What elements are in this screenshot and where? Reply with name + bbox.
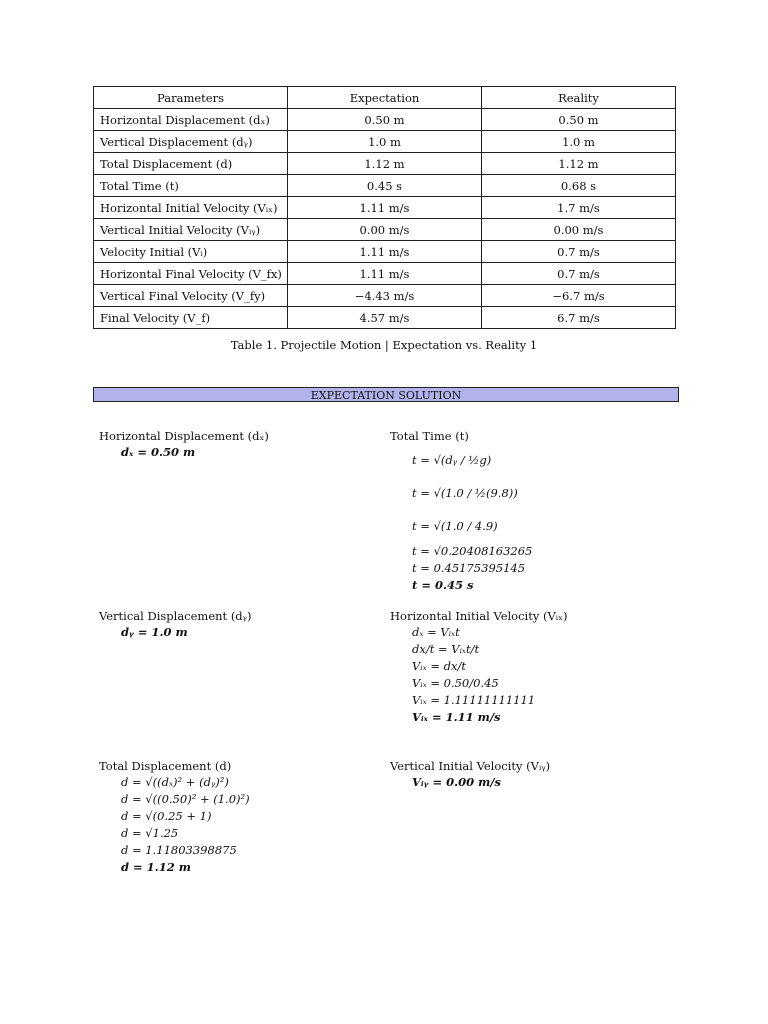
table-row <box>94 197 676 219</box>
equation-line: t = √0.20408163265 <box>412 544 533 558</box>
equation-line: dx/t = Vᵢₓt/t <box>412 642 480 656</box>
projectile-table <box>93 86 676 329</box>
table-cell: 1.11 m/s <box>288 263 482 285</box>
block-heading: Vertical Initial Velocity (Vᵢᵧ) <box>390 759 551 773</box>
table-header-row <box>94 87 676 109</box>
block-heading: Total Time (t) <box>390 429 469 443</box>
equation-line: d = 1.11803398875 <box>121 843 237 857</box>
vertical-initial-velocity-block <box>390 758 550 791</box>
table-cell: Vertical Displacement (dᵧ) <box>94 131 288 153</box>
equation-line: d = √((0.50)² + (1.0)²) <box>121 792 250 806</box>
table-cell: 0.50 m <box>288 109 482 131</box>
table-cell: 0.45 s <box>288 175 482 197</box>
equation-line: t = √(1.0 / 4.9) <box>412 519 498 533</box>
table-cell: 1.11 m/s <box>288 241 482 263</box>
horizontal-initial-velocity-block <box>390 608 567 726</box>
table-cell: 1.12 m <box>482 153 676 175</box>
table-cell: 1.7 m/s <box>482 197 676 219</box>
table-row <box>94 131 676 153</box>
table-header: Reality <box>482 87 676 109</box>
total-displacement-block <box>99 758 250 876</box>
table-cell: Horizontal Displacement (dₓ) <box>94 109 288 131</box>
table-header: Parameters <box>94 87 288 109</box>
table-cell: 1.0 m <box>288 131 482 153</box>
equation-line: dₓ = Vᵢₓt <box>412 625 460 639</box>
equation-line: d = √((dₓ)² + (dᵧ)²) <box>121 775 229 789</box>
table-cell: Vertical Final Velocity (V_fy) <box>94 285 288 307</box>
equation-line: d = √1.25 <box>121 826 179 840</box>
equation-line: Vᵢᵧ = 0.00 m/s <box>412 775 501 789</box>
equation-line: Vᵢₓ = dx/t <box>412 659 466 673</box>
table-cell: Horizontal Initial Velocity (Vᵢₓ) <box>94 197 288 219</box>
table-cell: Total Time (t) <box>94 175 288 197</box>
table-cell: Horizontal Final Velocity (V_fx) <box>94 263 288 285</box>
section-title: EXPECTATION SOLUTION <box>93 387 679 402</box>
block-heading: Horizontal Displacement (dₓ) <box>99 429 269 443</box>
table-cell: −6.7 m/s <box>482 285 676 307</box>
table-row <box>94 109 676 131</box>
equation-line: dᵧ = 1.0 m <box>121 625 188 639</box>
block-heading: Vertical Displacement (dᵧ) <box>99 609 252 623</box>
table-cell: 0.00 m/s <box>288 219 482 241</box>
table-cell: Velocity Initial (Vᵢ) <box>94 241 288 263</box>
table-cell: 0.68 s <box>482 175 676 197</box>
table-row <box>94 175 676 197</box>
equation-line: t = 0.45175395145 <box>412 561 526 575</box>
table-cell: 1.0 m <box>482 131 676 153</box>
table-cell: 0.7 m/s <box>482 241 676 263</box>
table-cell: Total Displacement (d) <box>94 153 288 175</box>
table-cell: −4.43 m/s <box>288 285 482 307</box>
vertical-displacement-block <box>99 608 251 641</box>
table-row <box>94 285 676 307</box>
equation-line: dₓ = 0.50 m <box>121 445 196 459</box>
table-cell: 1.12 m <box>288 153 482 175</box>
table-caption: Table 1. Projectile Motion | Expectation vs. Reality 1 <box>230 338 538 352</box>
table-cell: 6.7 m/s <box>482 307 676 329</box>
table-row <box>94 263 676 285</box>
table-cell: 0.50 m <box>482 109 676 131</box>
table-header: Expectation <box>288 87 482 109</box>
table-cell: 0.00 m/s <box>482 219 676 241</box>
table-cell: 1.11 m/s <box>288 197 482 219</box>
equation-line: t = 0.45 s <box>412 578 474 592</box>
equation-line: Vᵢₓ = 1.11 m/s <box>412 710 501 724</box>
table-row <box>94 307 676 329</box>
table-row <box>94 153 676 175</box>
table-row <box>94 219 676 241</box>
table-cell: Final Velocity (V_f) <box>94 307 288 329</box>
table-row <box>94 241 676 263</box>
total-time-block <box>390 428 532 594</box>
block-heading: Horizontal Initial Velocity (Vᵢₓ) <box>390 609 568 623</box>
horizontal-displacement-block <box>99 428 269 461</box>
block-heading: Total Displacement (d) <box>99 759 232 773</box>
equation-line: d = 1.12 m <box>121 860 191 874</box>
equation-line: t = √(dᵧ / ½g) <box>412 453 492 467</box>
equation-line: t = √(1.0 / ½(9.8)) <box>412 486 518 500</box>
equation-line: Vᵢₓ = 1.11111111111 <box>412 693 536 707</box>
table-cell: Vertical Initial Velocity (Vᵢᵧ) <box>94 219 288 241</box>
equation-line: d = √(0.25 + 1) <box>121 809 212 823</box>
equation-line: Vᵢₓ = 0.50/0.45 <box>412 676 499 690</box>
table-cell: 4.57 m/s <box>288 307 482 329</box>
table-cell: 0.7 m/s <box>482 263 676 285</box>
